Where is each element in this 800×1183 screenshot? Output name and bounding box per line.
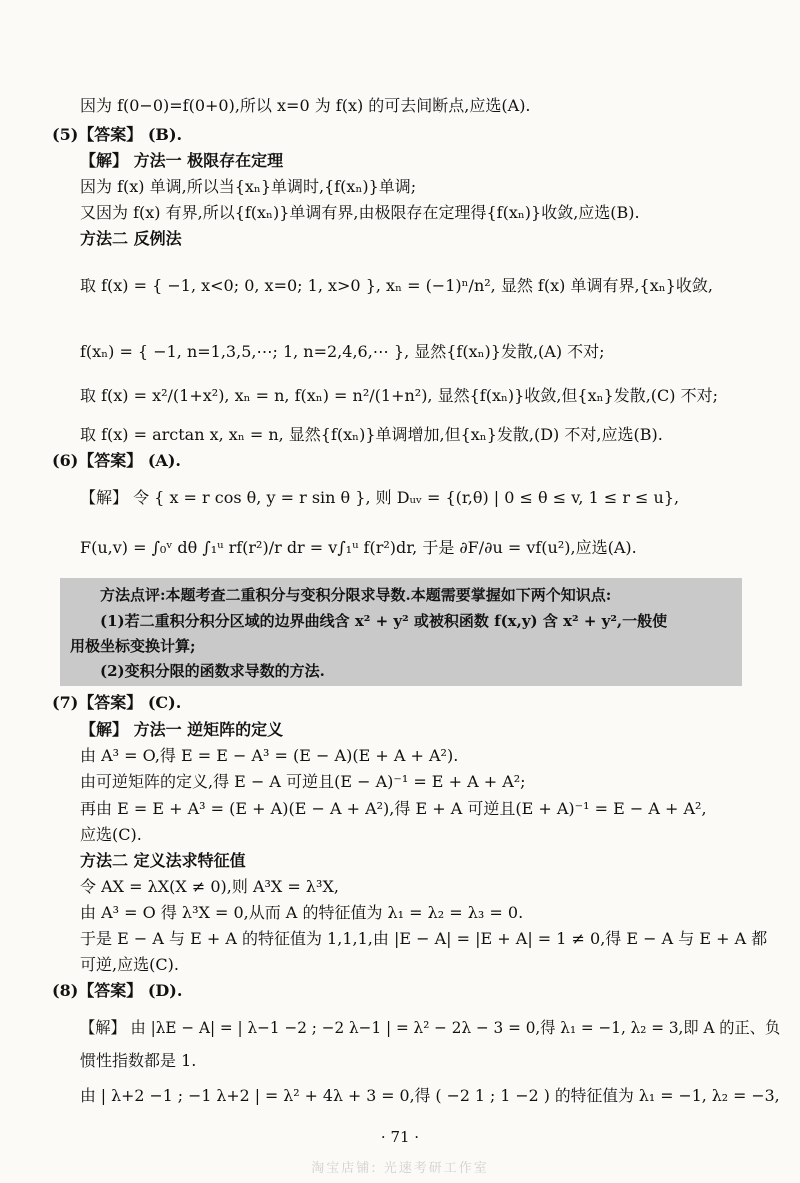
text-line: 因为 f(0−0)=f(0+0),所以 x=0 为 f(x) 的可去间断点,应选(A).	[80, 96, 531, 115]
text-line: 由 A³ = O 得 λ³X = 0,从而 A 的特征值为 λ₁ = λ₂ = λ₃ = 0.	[80, 903, 524, 922]
method-heading: 方法二 反例法	[80, 229, 182, 248]
text-line: 取 f(x) = arctan x, xₙ = n, 显然{f(xₙ)}单调增加,但{xₙ}发散,(D) 不对,应选(B).	[80, 425, 663, 444]
solution-heading: 【解】 方法一 极限存在定理	[80, 151, 284, 170]
text-line: 再由 E = E + A³ = (E + A)(E − A + A²),得 E + A 可逆且(E + A)⁻¹ = E − A + A²,	[80, 799, 707, 818]
text-line: 应选(C).	[80, 825, 142, 844]
page-number: · 71 ·	[380, 1128, 420, 1146]
text-line: 【解】 令 { x = r cos θ, y = r sin θ }, 则 Dᵤᵥ = {(r,θ) | 0 ≤ θ ≤ v, 1 ≤ r ≤ u},	[80, 488, 680, 507]
method-comment-box	[60, 578, 742, 686]
text-line: 因为 f(x) 单调,所以当{xₙ}单调时,{f(xₙ)}单调;	[80, 177, 417, 196]
answer-heading: (5)【答案】 (B).	[52, 125, 183, 144]
text-line: 又因为 f(x) 有界,所以{f(xₙ)}单调有界,由极限存在定理得{f(xₙ)}收敛,应选(B).	[80, 203, 640, 222]
callout-line: 方法点评:本题考查二重积分与变积分限求导数.本题需要掌握如下两个知识点:	[100, 586, 612, 604]
answer-heading: (6)【答案】 (A).	[52, 451, 181, 470]
solution-heading: 【解】 方法一 逆矩阵的定义	[80, 720, 284, 739]
callout-line: (1)若二重积分积分区域的边界曲线含 x² + y² 或被积函数 f(x,y) 含 x² + y²,一般使	[100, 612, 668, 630]
answer-heading: (8)【答案】 (D).	[52, 981, 183, 1000]
text-line: 由 | λ+2 −1 ; −1 λ+2 | = λ² + 4λ + 3 = 0,得 ( −2 1 ; 1 −2 ) 的特征值为 λ₁ = −1, λ₂ = −3,	[80, 1086, 780, 1105]
text-line: 于是 E − A 与 E + A 的特征值为 1,1,1,由 |E − A| = |E + A| = 1 ≠ 0,得 E − A 与 E + A 都	[80, 929, 768, 948]
method-heading: 方法二 定义法求特征值	[80, 851, 246, 870]
answer-heading: (7)【答案】 (C).	[52, 693, 182, 712]
text-line: 由 A³ = O,得 E = E − A³ = (E − A)(E + A + A²).	[80, 746, 459, 765]
callout-line: (2)变积分限的函数求导数的方法.	[100, 662, 325, 680]
text-line: F(u,v) = ∫₀ᵛ dθ ∫₁ᵘ rf(r²)/r dr = v∫₁ᵘ f(r²)dr, 于是 ∂F/∂u = vf(u²),应选(A).	[80, 538, 637, 557]
text-line: 由可逆矩阵的定义,得 E − A 可逆且(E − A)⁻¹ = E + A + A²;	[80, 772, 526, 791]
text-line: 令 AX = λX(X ≠ 0),则 A³X = λ³X,	[80, 877, 339, 896]
text-line: 取 f(x) = x²/(1+x²), xₙ = n, f(xₙ) = n²/(1+n²), 显然{f(xₙ)}收敛,但{xₙ}发散,(C) 不对;	[80, 386, 718, 405]
text-line: 可逆,应选(C).	[80, 955, 179, 974]
text-line: f(xₙ) = { −1, n=1,3,5,⋯; 1, n=2,4,6,⋯ }, 显然{f(xₙ)}发散,(A) 不对;	[80, 342, 605, 361]
text-line: 惯性指数都是 1.	[80, 1051, 197, 1070]
text-line: 【解】 由 |λE − A| = | λ−1 −2 ; −2 λ−1 | = λ² − 2λ − 3 = 0,得 λ₁ = −1, λ₂ = 3,即 A 的正、负	[80, 1018, 781, 1037]
watermark: 淘宝店铺: 光速考研工作室	[311, 1161, 489, 1176]
text-line: 取 f(x) = { −1, x<0; 0, x=0; 1, x>0 }, xₙ = (−1)ⁿ/n², 显然 f(x) 单调有界,{xₙ}收敛,	[80, 276, 713, 295]
callout-line: 用极坐标变换计算;	[70, 637, 196, 655]
